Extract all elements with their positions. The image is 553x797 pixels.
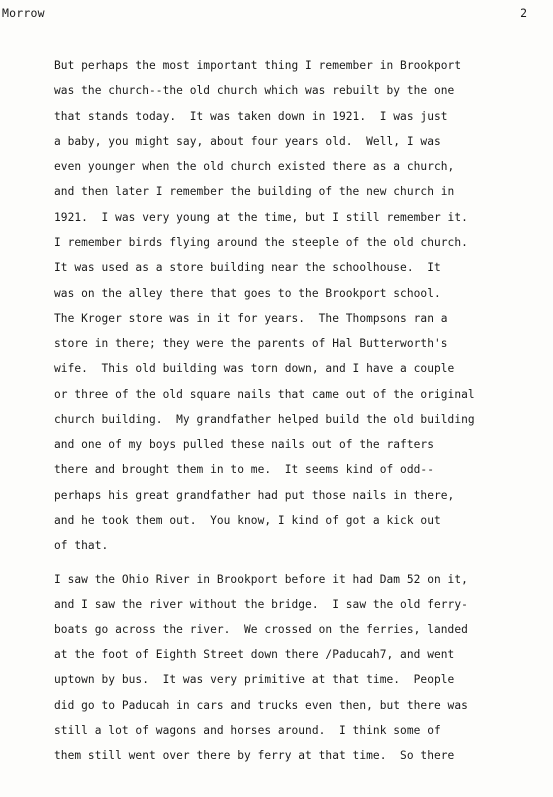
text-line: church building. My grandfather helped build the old building bbox=[54, 412, 475, 426]
text-line: even younger when the old church existed there as a church, bbox=[54, 160, 455, 174]
text-line: was the church--the old church which was rebuilt by the one bbox=[54, 84, 455, 98]
text-line: of that. bbox=[54, 539, 109, 553]
text-line: 1921. I was very young at the time, but I still remember it. bbox=[54, 210, 468, 224]
text-line: The Kroger store was in it for years. The Thompsons ran a bbox=[54, 311, 448, 325]
page-number: 2 bbox=[520, 6, 527, 20]
text-line: them still went over there by ferry at that time. So there bbox=[54, 748, 455, 762]
text-line: boats go across the river. We crossed on the ferries, landed bbox=[54, 623, 468, 637]
text-line: that stands today. It was taken down in 1921. I was just bbox=[54, 109, 448, 123]
text-line: a baby, you might say, about four years old. Well, I was bbox=[54, 134, 441, 148]
text-line: did go to Paducah in cars and trucks even then, but there was bbox=[54, 698, 468, 712]
text-line: and he took them out. You know, I kind of got a kick out bbox=[54, 514, 441, 528]
text-line: I saw the Ohio River in Brookport before it had Dam 52 on it, bbox=[54, 573, 468, 586]
text-line: It was used as a store building near the schoolhouse. It bbox=[54, 261, 441, 275]
text-line: wife. This old building was torn down, and I have a couple bbox=[54, 362, 455, 376]
text-line: But perhaps the most important thing I remember in Brookport bbox=[54, 59, 462, 72]
text-line: store in there; they were the parents of Hal Butterworth's bbox=[54, 337, 448, 351]
text-line: there and brought them in to me. It seems kind of odd-- bbox=[54, 463, 434, 477]
text-line: still a lot of wagons and horses around. I think some of bbox=[54, 723, 441, 737]
text-line: and one of my boys pulled these nails out of the rafters bbox=[54, 438, 434, 452]
text-line: was on the alley there that goes to the Brookport school. bbox=[54, 286, 441, 300]
text-line: and I saw the river without the bridge. I saw the old ferry- bbox=[54, 598, 468, 612]
text-line: and then later I remember the building of the new church in bbox=[54, 185, 455, 199]
text-line: uptown by bus. It was very primitive at that time. People bbox=[54, 673, 455, 687]
text-line: or three of the old square nails that came out of the original bbox=[54, 387, 475, 401]
text-line: I remember birds flying around the steeple of the old church. bbox=[54, 235, 468, 249]
text-line: perhaps his great grandfather had put those nails in there, bbox=[54, 488, 455, 502]
header-name: Morrow bbox=[2, 6, 45, 20]
text-line: at the foot of Eighth Street down there /Paducah7, and went bbox=[54, 648, 455, 662]
